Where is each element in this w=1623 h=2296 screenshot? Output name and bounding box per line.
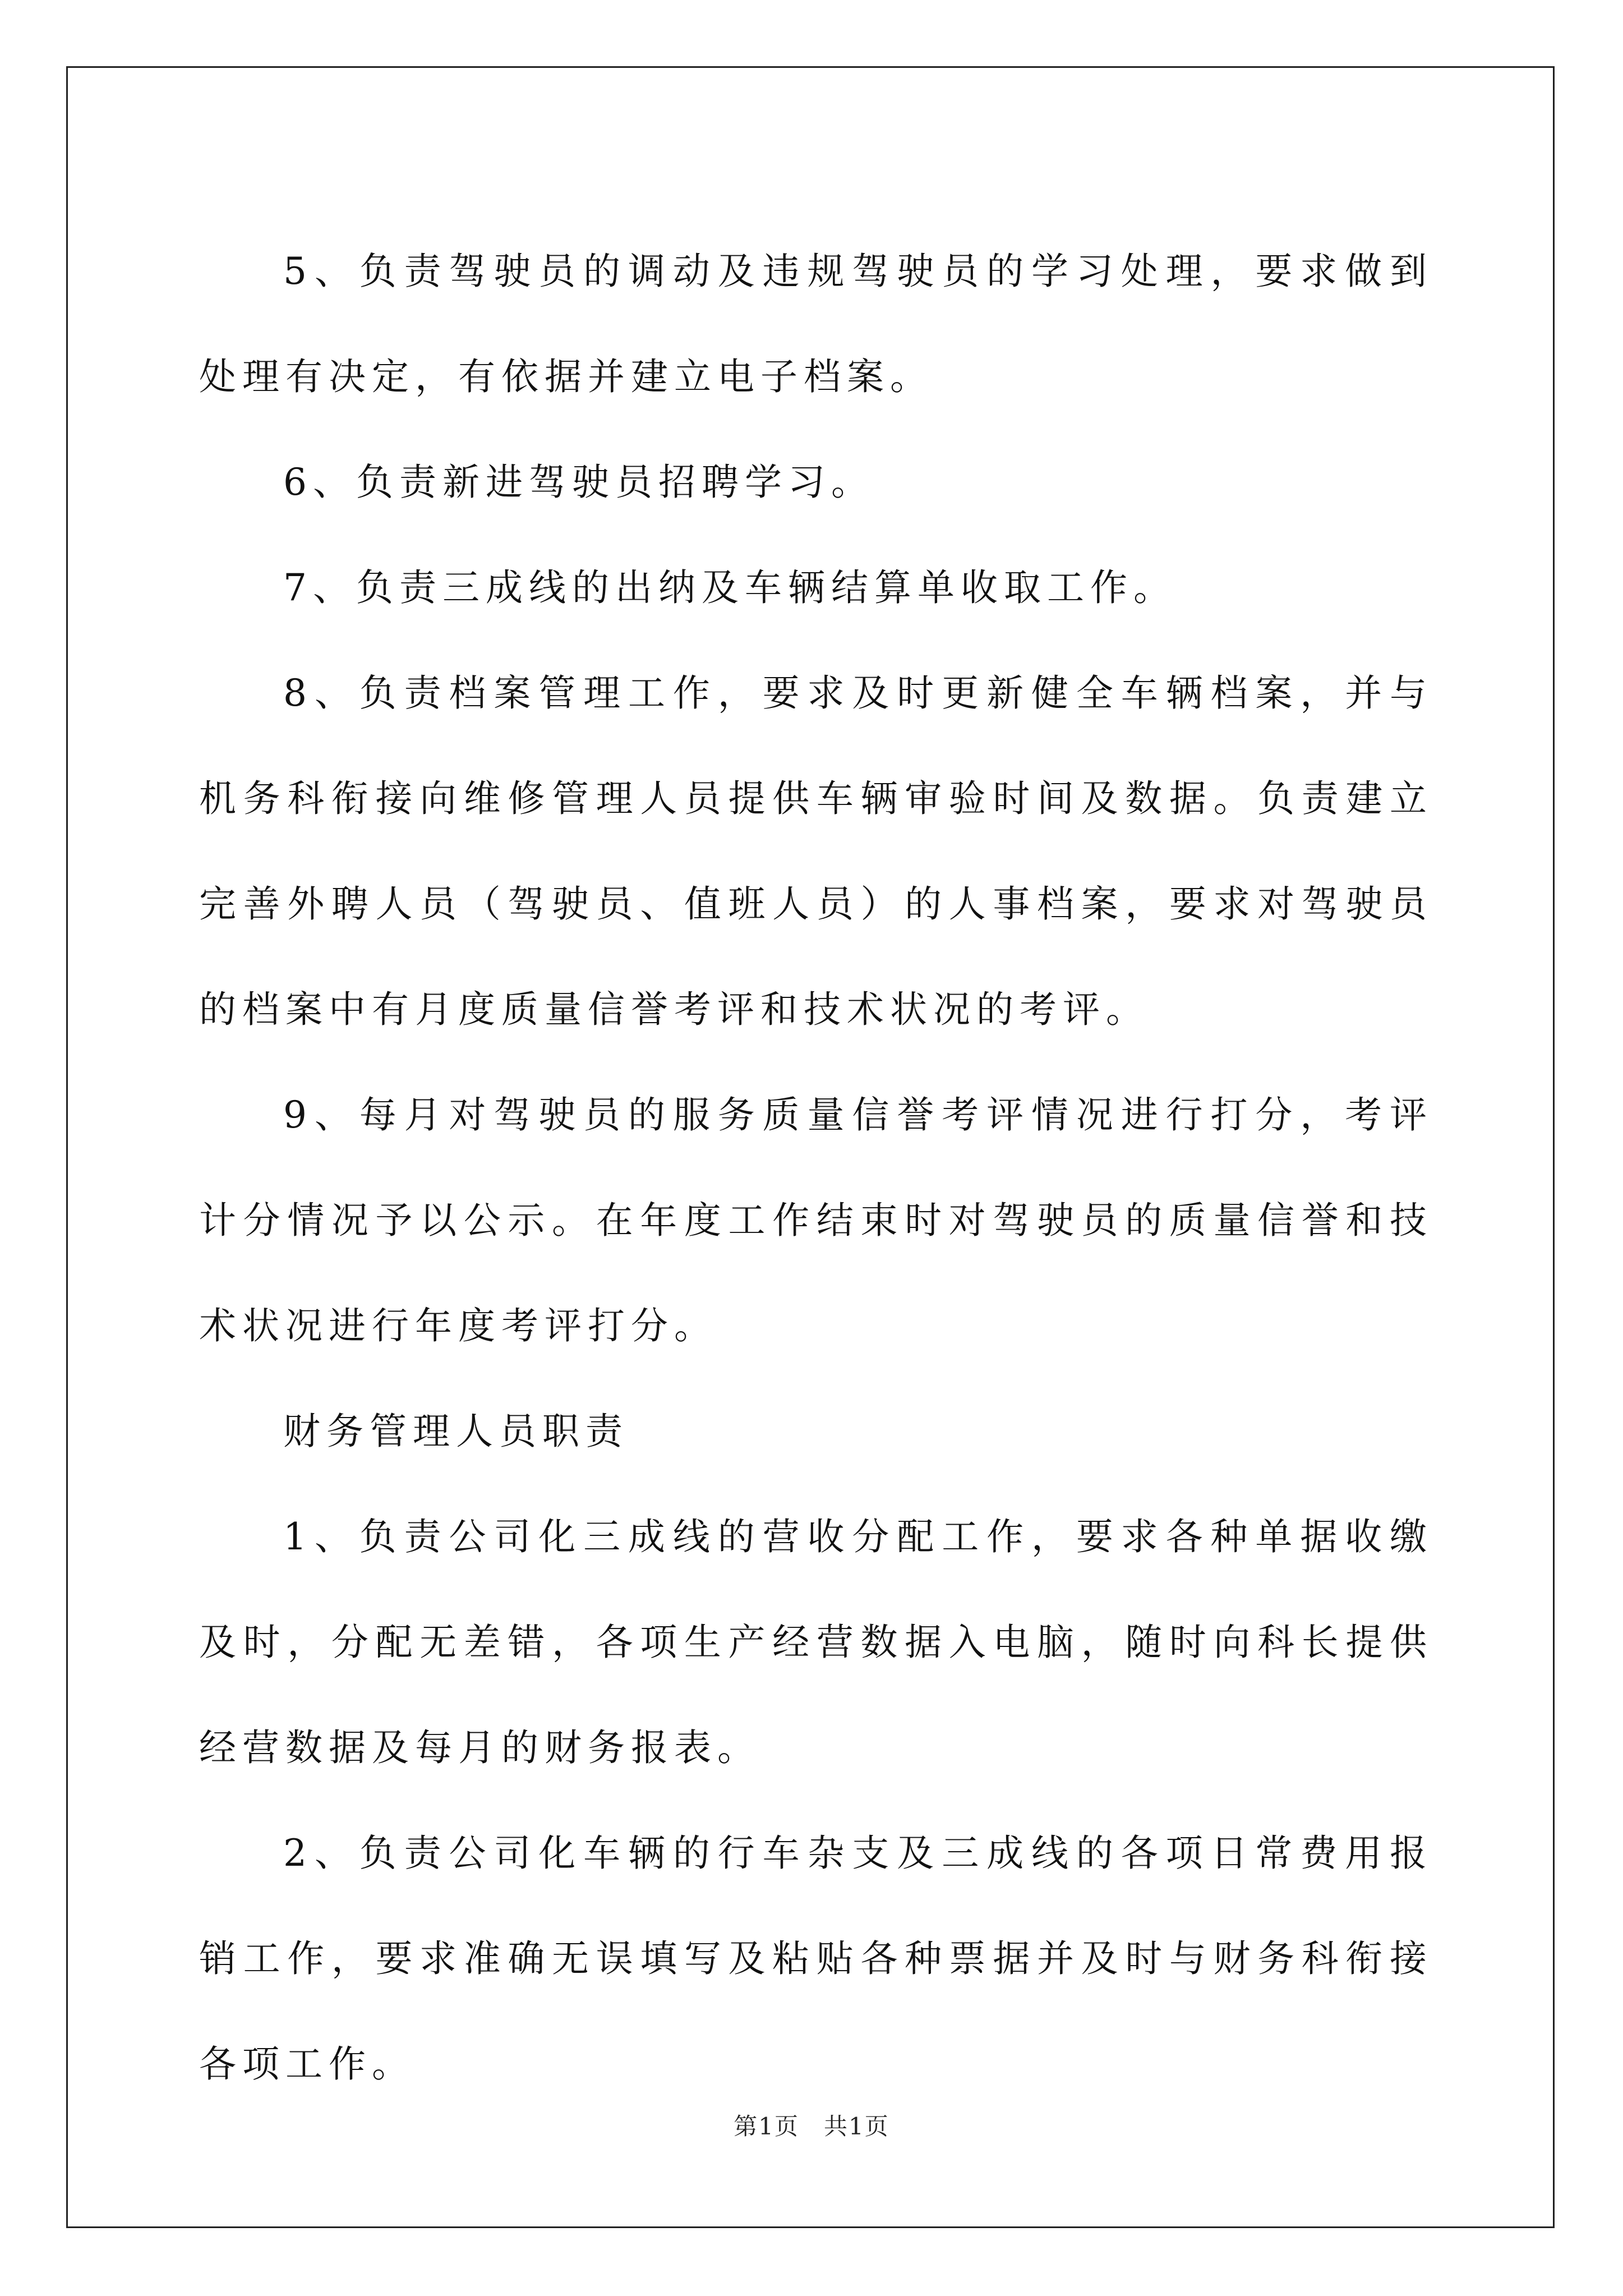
paragraph-item-9: 9、每月对驾驶员的服务质量信誉考评情况进行打分，考评计分情况予以公示。在年度工作结束时对驾驶员的质量信誉和技术状况进行年度考评打分。 [199, 1093, 1433, 1347]
paragraph-item-8: 8、负责档案管理工作，要求及时更新健全车辆档案，并与机务科衔接向维修管理人员提供车辆审验时间及数据。负责建立完善外聘人员（驾驶员、值班人员）的人事档案，要求对驾驶员的档案中有月度质量信誉考评和技术状况的考评。 [199, 671, 1433, 1031]
page-number-footer: 第1页 共1页 [734, 2113, 889, 2140]
paragraph-finance-1: 1、负责公司化三成线的营收分配工作，要求各种单据收缴及时，分配无差错，各项生产经营数据入电脑，随时向科长提供经营数据及每月的财务报表。 [199, 1515, 1433, 1769]
paragraph-finance-2: 2、负责公司化车辆的行车杂支及三成线的各项日常费用报销工作，要求准确无误填写及粘贴各种票据并及时与财务科衔接各项工作。 [199, 1832, 1433, 2086]
document-body [199, 219, 1433, 2117]
section-heading-finance: 财务管理人员职责 [283, 1410, 629, 1453]
paragraph-item-7: 7、负责三成线的出纳及车辆结算单收取工作。 [283, 566, 1177, 609]
paragraph-item-6: 6、负责新进驾驶员招聘学习。 [283, 461, 874, 504]
paragraph-item-5: 5、负责驾驶员的调动及违规驾驶员的学习处理，要求做到处理有决定，有依据并建立电子档案。 [199, 250, 1433, 398]
